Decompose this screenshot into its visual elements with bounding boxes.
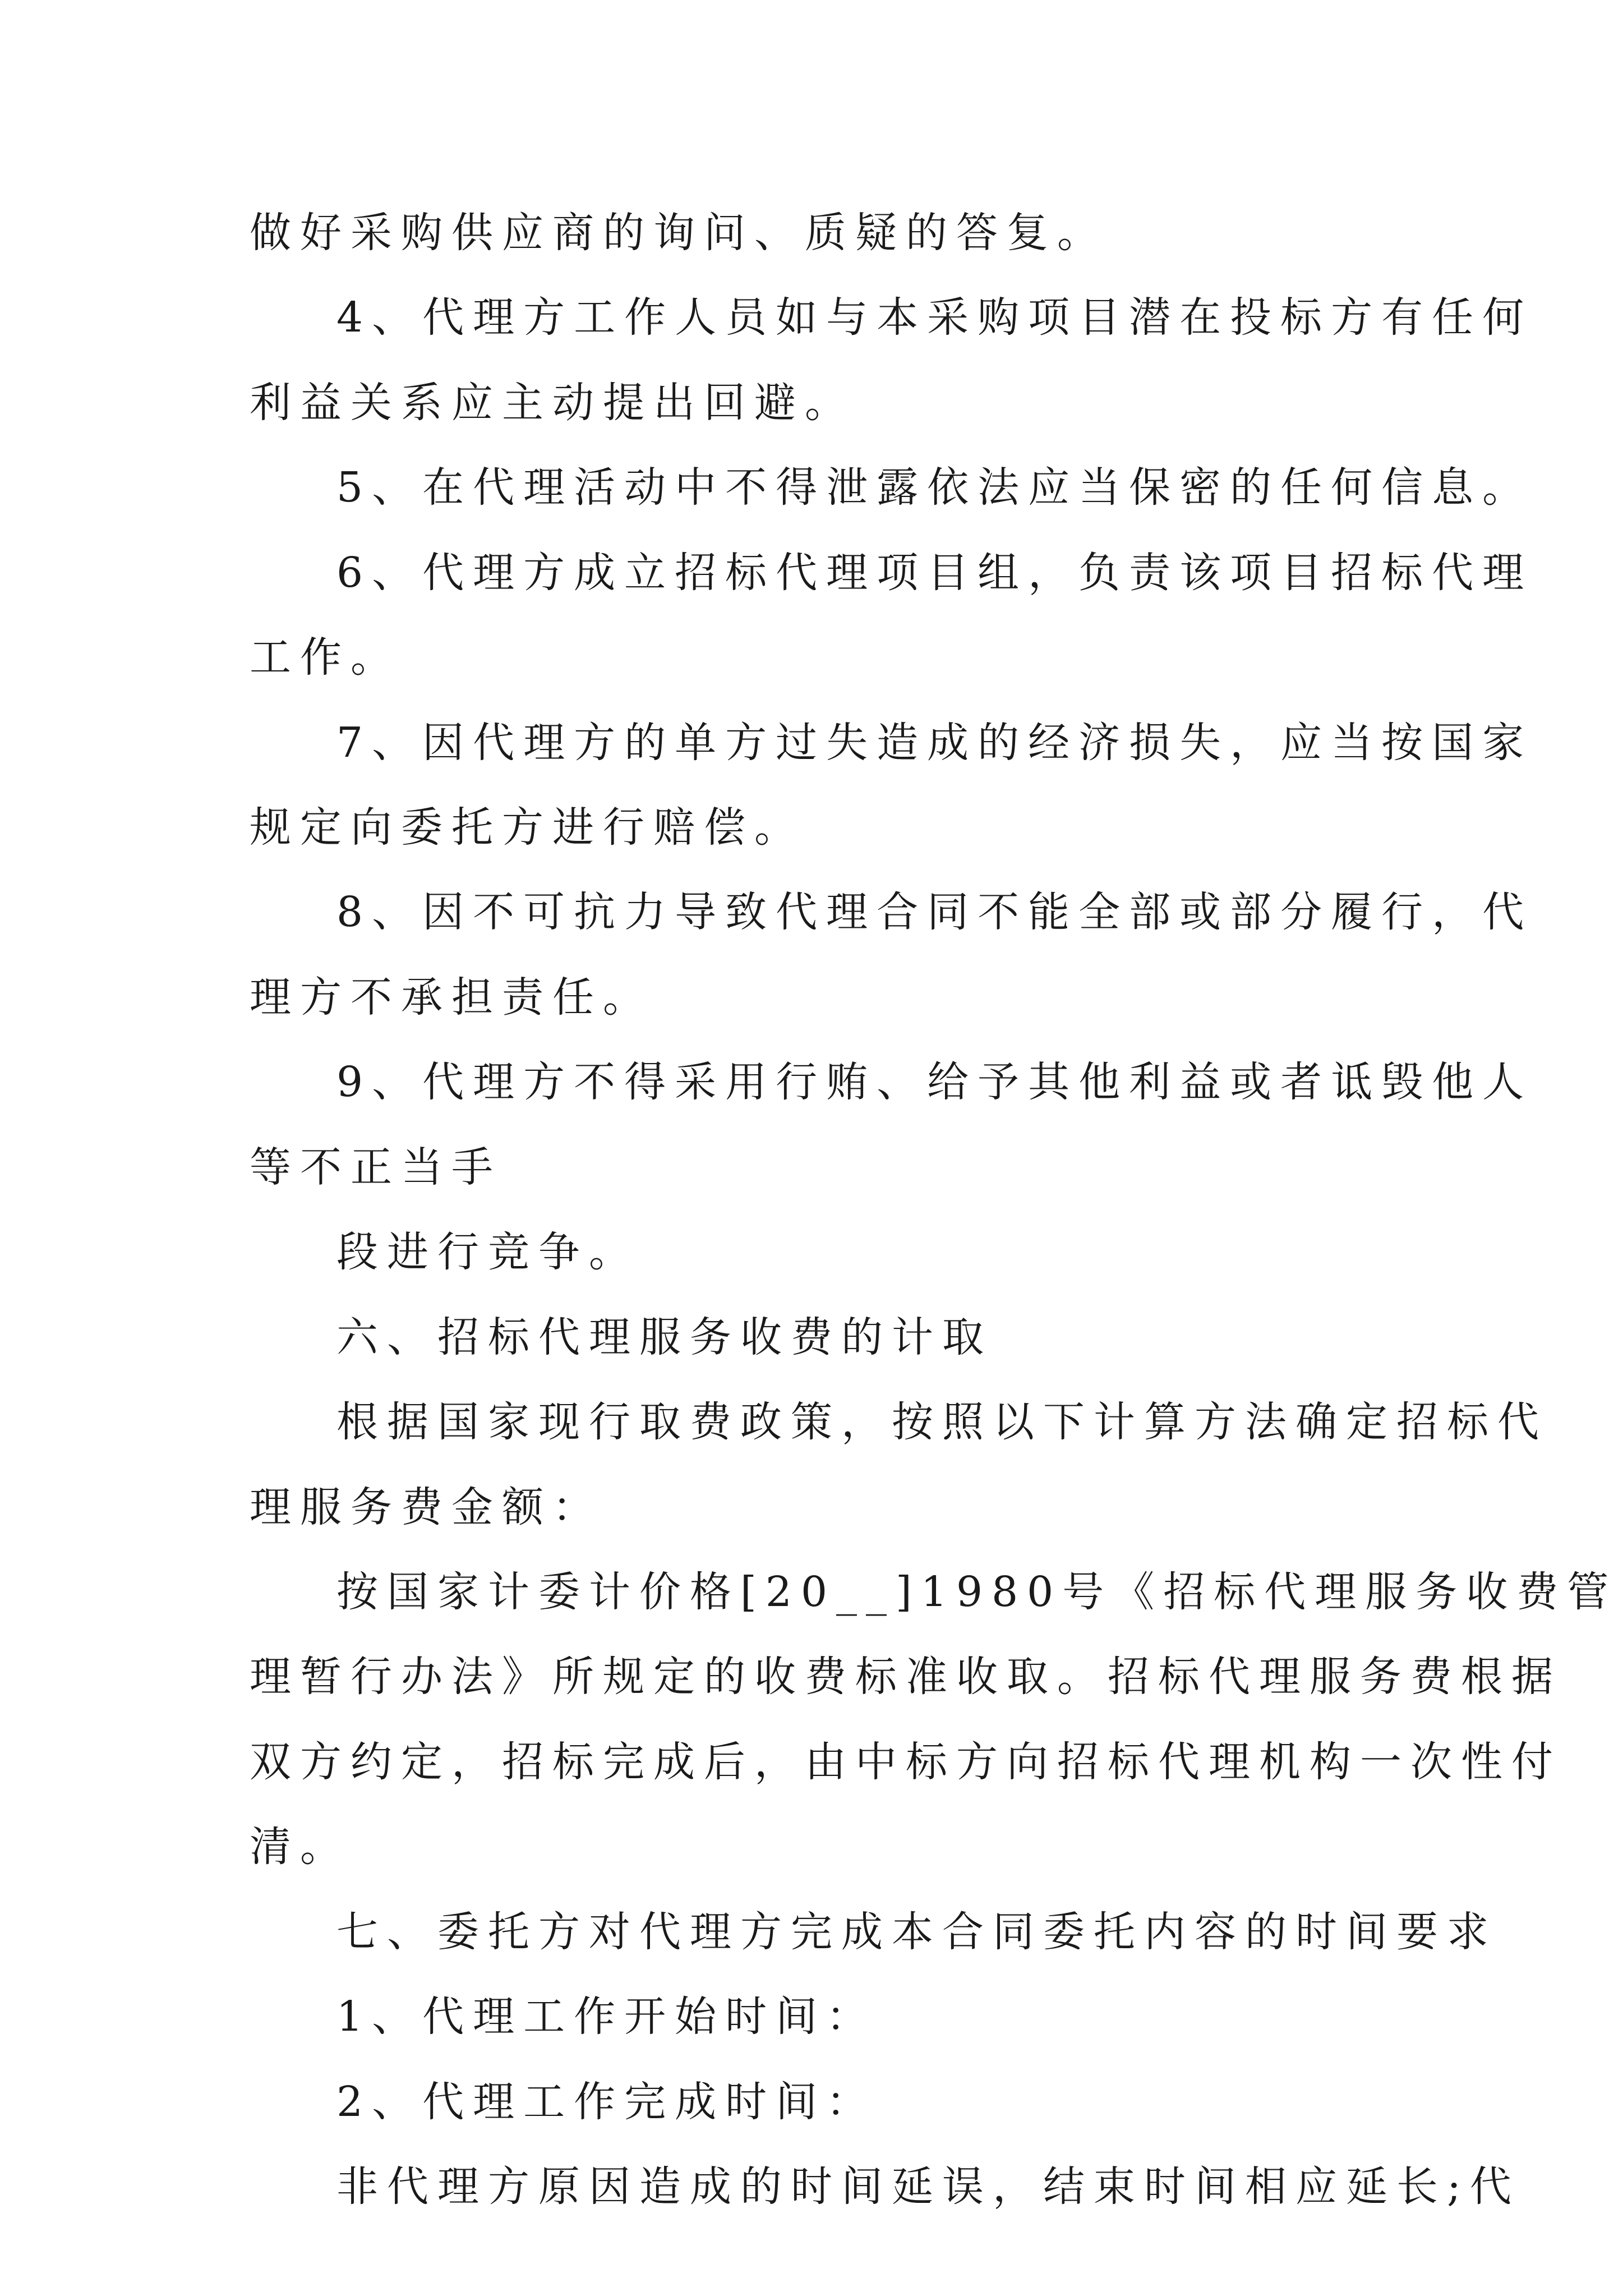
text-line: 4、代理方工作人员如与本采购项目潜在投标方有任何 xyxy=(336,293,1533,342)
text-line: 段进行竞争。 xyxy=(336,1228,639,1276)
text-line: 等不正当手 xyxy=(250,1143,502,1191)
text-line: 根据国家现行取费政策，按照以下计算方法确定招标代 xyxy=(336,1398,1548,1446)
text-line: 利益关系应主动提出回避。 xyxy=(250,379,855,427)
text-line: 非代理方原因造成的时间延误，结束时间相应延长;代 xyxy=(336,2162,1520,2211)
text-line: 工作。 xyxy=(250,633,401,682)
text-line: 6、代理方成立招标代理项目组，负责该项目招标代理 xyxy=(336,549,1533,597)
text-line: 理服务费金额： xyxy=(250,1483,603,1531)
text-line: 双方约定，招标完成后，由中标方向招标代理机构一次性付 xyxy=(250,1738,1562,1786)
section-heading: 七、委托方对代理方完成本合同委托内容的时间要求 xyxy=(336,1908,1497,1956)
text-line: 9、代理方不得采用行贿、给予其他利益或者诋毁他人 xyxy=(336,1058,1533,1106)
text-line: 1、代理工作开始时间： xyxy=(336,1993,877,2041)
text-line: 8、因不可抗力导致代理合同不能全部或部分履行，代 xyxy=(336,888,1533,936)
text-line: 7、因代理方的单方过失造成的经济损失，应当按国家 xyxy=(336,719,1533,767)
text-line: 做好采购供应商的询问、质疑的答复。 xyxy=(250,209,1108,257)
section-heading: 六、招标代理服务收费的计取 xyxy=(336,1313,993,1361)
text-line: 规定向委托方进行赔偿。 xyxy=(250,803,805,852)
text-line: 理方不承担责任。 xyxy=(250,973,653,1022)
text-line: 理暂行办法》所规定的收费标准收取。招标代理服务费根据 xyxy=(250,1653,1562,1701)
text-line: 清。 xyxy=(250,1823,351,1871)
text-line: 2、代理工作完成时间： xyxy=(336,2078,877,2126)
text-line: 按国家计委计价格[20__]1980号《招标代理服务收费管 xyxy=(336,1568,1618,1616)
text-line: 5、在代理活动中不得泄露依法应当保密的任何信息。 xyxy=(336,463,1533,512)
